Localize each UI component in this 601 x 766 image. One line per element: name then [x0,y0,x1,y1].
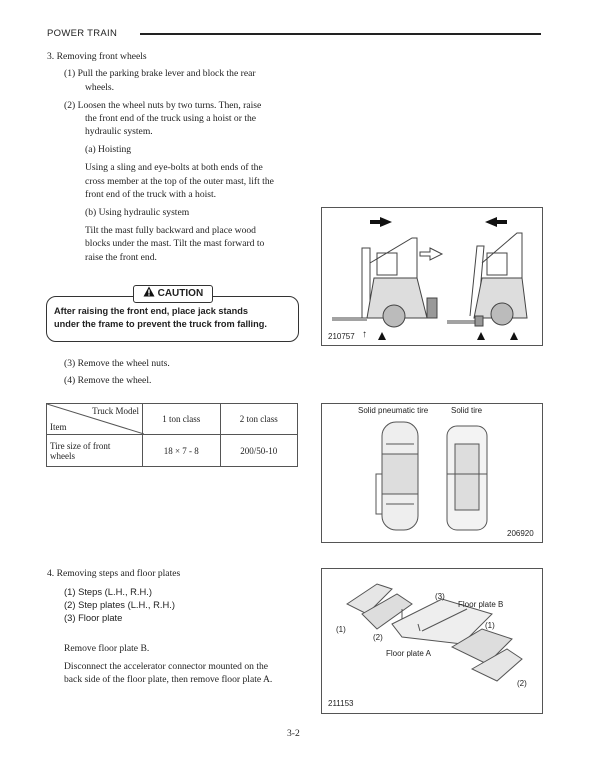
callout-2-left: (2) [373,633,383,642]
label-floor-plate-b: Floor plate B [458,600,504,609]
section-header: POWER TRAIN [47,28,118,39]
figure-mast-tilt [321,207,543,346]
step3-a-line3: front end of the truck with a hoist. [85,189,217,200]
table-corner-cell [47,404,143,435]
step3-s3: (3) Remove the wheel nuts. [64,358,170,369]
step3-a-line1: Using a sling and eye-bolts at both ends of the [85,162,263,173]
step3-b-title: (b) Using hydraulic system [85,207,190,218]
step3-b-line1: Tilt the mast fully backward and place wood [85,225,256,236]
step4-item3: (3) Floor plate [64,612,123,623]
figure2-id: 206920 [507,529,534,538]
step4-title: 4. Removing steps and floor plates [47,568,181,579]
step3-s2-line2: the front end of the truck using a hoist or the [85,113,257,124]
corner-bottom-label: Item [50,422,67,432]
step3-b-line3: raise the front end. [85,252,157,263]
callout-2-right: (2) [517,679,527,688]
caution-label: CAUTION [133,285,213,303]
row-label [47,435,143,467]
step4-p2-line1: Disconnect the accelerator connector mounted on the [64,661,269,672]
step3-s2-line1: (2) Loosen the wheel nuts by two turns. Then, raise [64,100,262,111]
row-label-line2: wheels [50,450,75,461]
figure3-id: 211153 [328,699,354,708]
callout-1-left: (1) [336,625,346,634]
cell-1ton: 18 × 7 - 8 [143,435,221,467]
caution-line1: After raising the front end, place jack stands [54,306,249,316]
forklift-illustration [322,208,542,345]
step3-title: 3. Removing front wheels [47,51,147,62]
step3-b-line2: blocks under the mast. Tilt the mast forward to [85,238,265,249]
callout-3: (3) [435,592,445,601]
figure-tire-types [321,403,543,543]
step4-item2: (2) Step plates (L.H., R.H.) [64,599,175,610]
caution-line2: under the frame to prevent the truck from falling. [54,319,267,329]
page-number: 3-2 [287,728,300,739]
up-arrow-icon: ↑ [362,329,367,340]
label-solid-pneumatic: Solid pneumatic tire [358,406,429,415]
row-label-line1: Tire size of front [50,440,111,451]
figure-floor-plates [321,568,543,714]
cell-2ton: 200/50-10 [220,435,298,467]
step3-s1-line1: (1) Pull the parking brake lever and block the rear [64,68,256,79]
figure1-id: 210757 [328,332,355,341]
label-floor-plate-a: Floor plate A [386,649,431,658]
step3-a-line2: cross member at the top of the outer mast, lift the [85,176,274,187]
floor-plate-illustration [322,569,542,713]
step3-s2-line3: hydraulic system. [85,126,153,137]
label-solid: Solid tire [451,406,483,415]
step4-item1: (1) Steps (L.H., R.H.) [64,586,153,597]
corner-top-label: Truck Model [92,406,139,416]
warning-triangle-icon [143,286,155,297]
tire-size-table [46,403,298,467]
step3-a-title: (a) Hoisting [85,144,132,155]
tire-illustration [322,404,542,542]
callout-1-right: (1) [485,621,495,630]
step4-p1: Remove floor plate B. [64,643,150,654]
step3-s4: (4) Remove the wheel. [64,375,152,386]
step3-s1-line2: wheels. [85,82,115,93]
step4-p2-line2: back side of the floor plate, then remove floor plate A. [64,674,273,685]
col-header-2: 2 ton class [220,404,298,435]
col-header-1: 1 ton class [143,404,221,435]
caution-text [54,305,292,331]
